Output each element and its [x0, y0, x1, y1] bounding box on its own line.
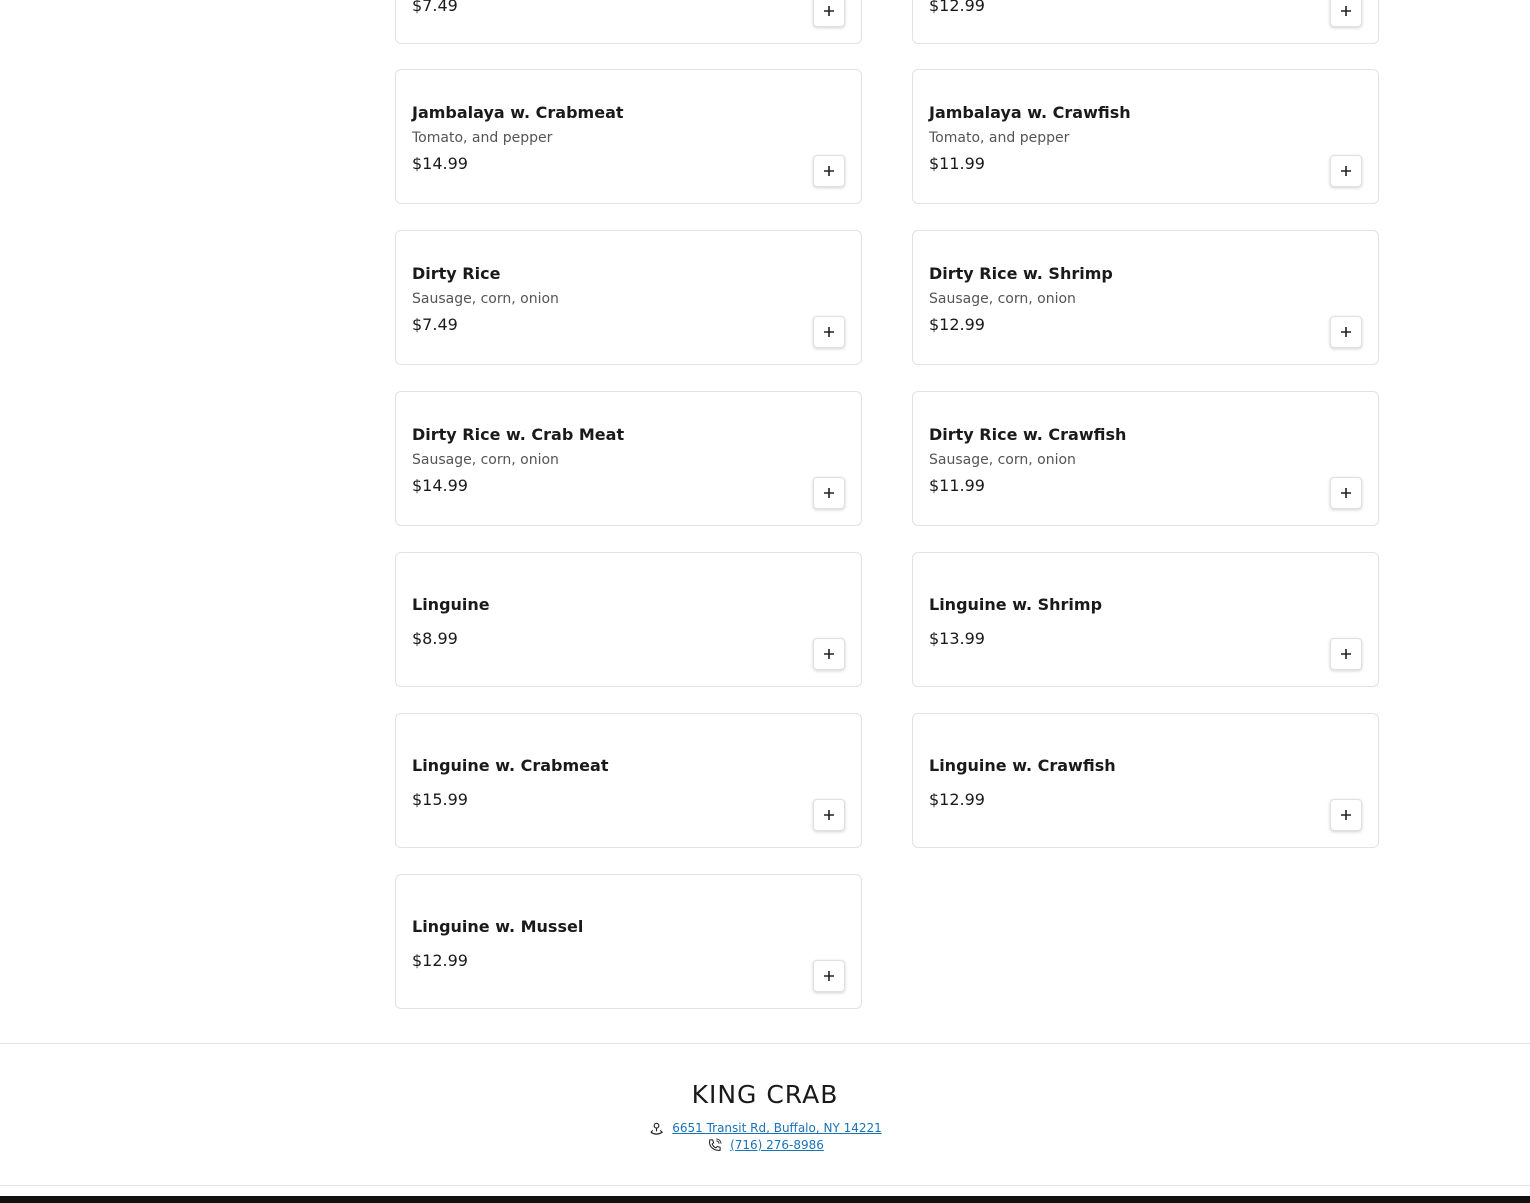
menu-item-name: Dirty Rice w. Shrimp [929, 264, 1113, 283]
menu-item-description: Sausage, corn, onion [929, 452, 1076, 468]
menu-item-description: Sausage, corn, onion [929, 291, 1076, 307]
add-to-cart-button[interactable] [813, 155, 845, 187]
plus-icon [823, 487, 835, 499]
menu-item-description: Tomato, and pepper [412, 130, 553, 146]
menu-item-price: $15.99 [412, 790, 468, 809]
plus-icon [823, 326, 835, 338]
menu-item-description: Sausage, corn, onion [412, 291, 559, 307]
menu-item-card[interactable] [912, 391, 1379, 526]
add-to-cart-button[interactable] [813, 316, 845, 348]
menu-item-name: Dirty Rice w. Crawfish [929, 425, 1127, 444]
add-to-cart-button[interactable] [1330, 316, 1362, 348]
add-to-cart-button[interactable] [813, 477, 845, 509]
menu-item-price: $11.99 [929, 154, 985, 173]
menu-item-card[interactable] [912, 552, 1379, 687]
menu-item-card[interactable] [395, 230, 862, 365]
menu-item-name: Dirty Rice w. Crab Meat [412, 425, 625, 444]
phone-link[interactable]: (716) 276-8986 [730, 1138, 824, 1152]
menu-item-name: Dirty Rice [412, 264, 501, 283]
add-to-cart-button[interactable] [1330, 155, 1362, 187]
footer-phone-row [0, 1137, 1530, 1153]
menu-item-name: Linguine [412, 595, 490, 614]
add-to-cart-button[interactable] [1330, 0, 1362, 27]
add-to-cart-button[interactable] [813, 960, 845, 992]
restaurant-name: KING CRAB [691, 1080, 839, 1109]
menu-item-price: $14.99 [412, 154, 468, 173]
plus-icon [1340, 165, 1352, 177]
menu-item-card[interactable] [912, 0, 1379, 44]
plus-icon [823, 809, 835, 821]
menu-item-price: $7.49 [412, 315, 458, 334]
plus-icon [1340, 326, 1352, 338]
plus-icon [823, 648, 835, 660]
menu-item-card[interactable] [912, 69, 1379, 204]
menu-item-card[interactable] [395, 713, 862, 848]
menu-item-price: $13.99 [929, 629, 985, 648]
menu-item-price: $11.99 [929, 476, 985, 495]
menu-item-card[interactable] [395, 69, 862, 204]
menu-item-card[interactable] [395, 391, 862, 526]
plus-icon [1340, 487, 1352, 499]
footer-address-row [0, 1120, 1530, 1136]
menu-item-price: $12.99 [929, 0, 985, 15]
add-to-cart-button[interactable] [1330, 477, 1362, 509]
add-to-cart-button[interactable] [1330, 638, 1362, 670]
menu-item-name: Linguine w. Shrimp [929, 595, 1103, 614]
menu-item-price: $8.99 [412, 629, 458, 648]
menu-item-card[interactable] [395, 552, 862, 687]
menu-item-description: Sausage, corn, onion [412, 452, 559, 468]
menu-item-price: $7.49 [412, 0, 458, 15]
add-to-cart-button[interactable] [813, 638, 845, 670]
add-to-cart-button[interactable] [813, 0, 845, 27]
phone-icon [706, 1137, 722, 1153]
menu-item-card[interactable] [912, 230, 1379, 365]
menu-item-name: Linguine w. Mussel [412, 917, 584, 936]
menu-item-price: $14.99 [412, 476, 468, 495]
menu-item-description: Tomato, and pepper [929, 130, 1070, 146]
plus-icon [823, 5, 835, 17]
menu-item-price: $12.99 [929, 315, 985, 334]
menu-item-price: $12.99 [929, 790, 985, 809]
menu-item-card[interactable] [395, 874, 862, 1009]
plus-icon [1340, 648, 1352, 660]
footer-divider [0, 1043, 1530, 1044]
plus-icon [1340, 5, 1352, 17]
menu-item-name: Linguine w. Crawfish [929, 756, 1116, 775]
menu-item-name: Linguine w. Crabmeat [412, 756, 609, 775]
add-to-cart-button[interactable] [813, 799, 845, 831]
menu-item-card[interactable] [912, 713, 1379, 848]
plus-icon [823, 970, 835, 982]
add-to-cart-button[interactable] [1330, 799, 1362, 831]
menu-item-card[interactable] [395, 0, 862, 44]
menu-item-name: Jambalaya w. Crawfish [929, 103, 1131, 122]
bottom-bar [0, 1196, 1530, 1203]
footer-bottom-divider [0, 1185, 1530, 1186]
map-pin-icon [648, 1120, 664, 1136]
plus-icon [823, 165, 835, 177]
menu-item-price: $12.99 [412, 951, 468, 970]
menu-item-name: Jambalaya w. Crabmeat [412, 103, 624, 122]
plus-icon [1340, 809, 1352, 821]
address-link[interactable]: 6651 Transit Rd, Buffalo, NY 14221 [672, 1121, 882, 1135]
